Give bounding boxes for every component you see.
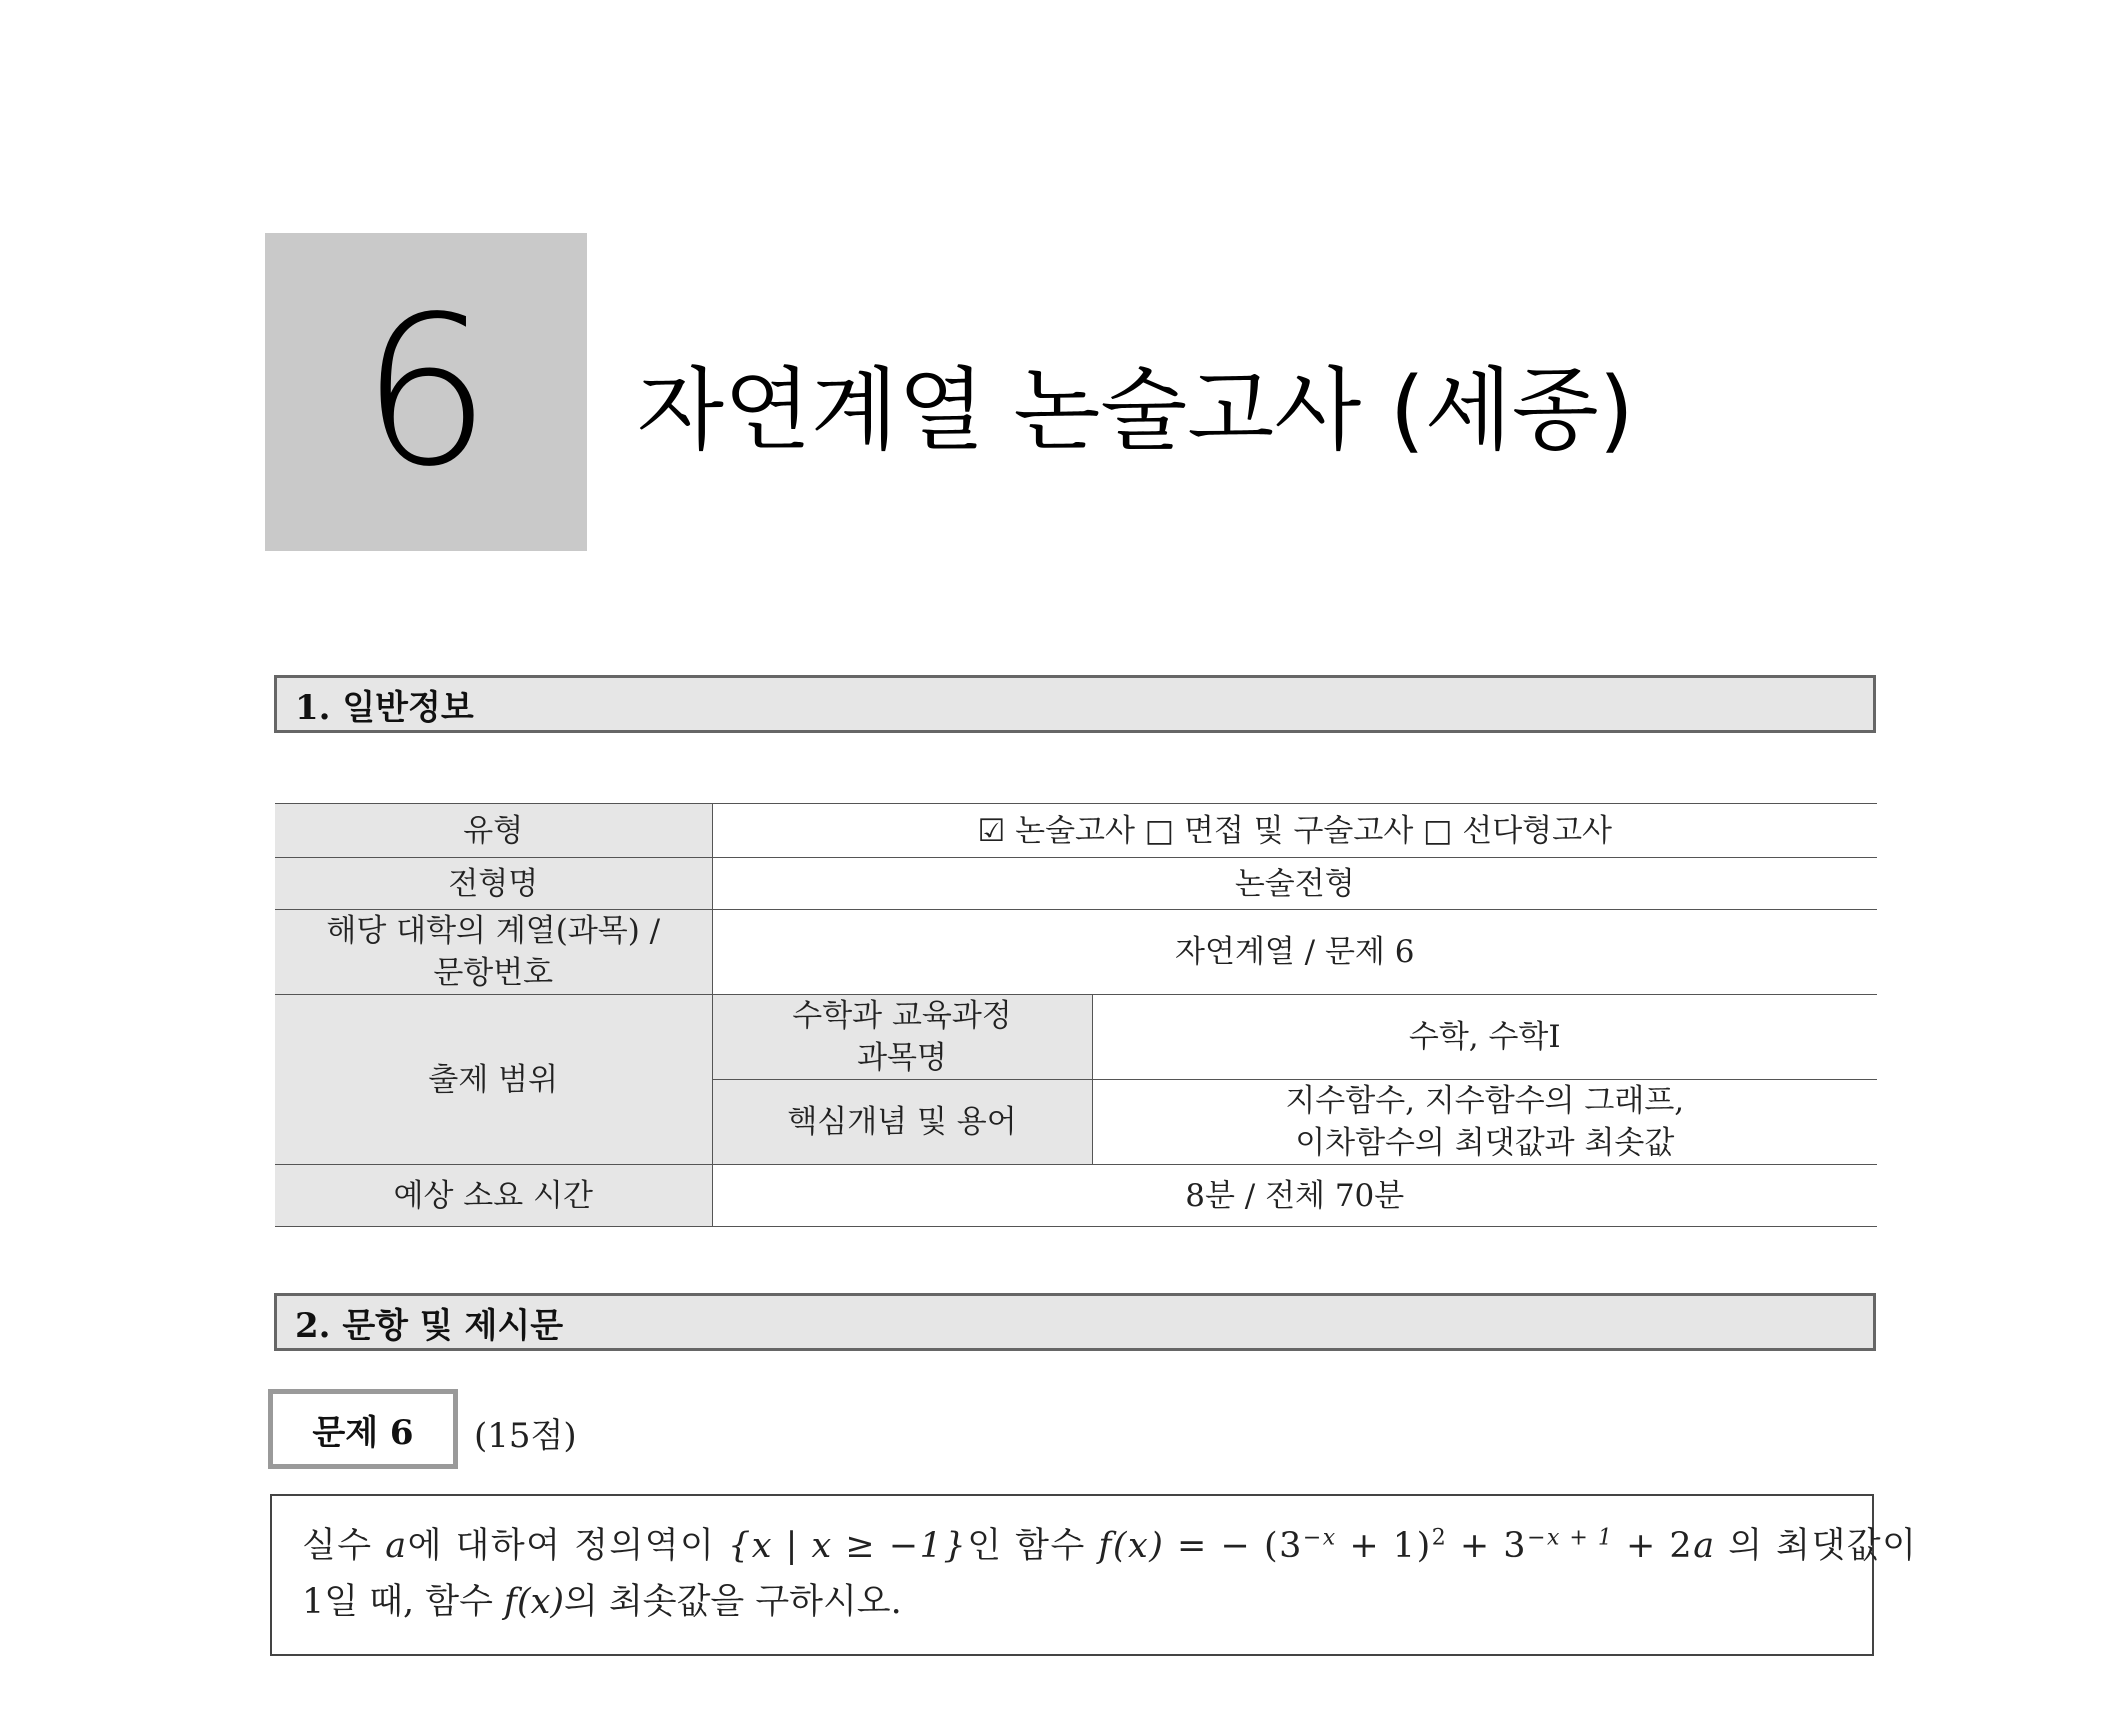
table-row xyxy=(275,804,1877,858)
math-var-a: a xyxy=(1693,1526,1716,1566)
problem-points: (15점) xyxy=(474,1416,577,1456)
dept-label xyxy=(275,910,712,995)
math-exponent: −x + 1 xyxy=(1527,1525,1614,1551)
chapter-title: 자연계열 논술고사 (세종) xyxy=(637,358,1634,463)
math-expr: = − (3 xyxy=(1164,1526,1303,1566)
type-value: ☑ 논술고사 □ 면접 및 구술고사 □ 선다형고사 xyxy=(712,804,1877,858)
type-label: 유형 xyxy=(275,804,712,858)
math-exponent: 2 xyxy=(1431,1525,1448,1551)
table-row xyxy=(275,858,1877,910)
math-function-f: f(x) xyxy=(504,1582,565,1622)
subject-value: 수학, 수학Ⅰ xyxy=(1092,995,1877,1080)
section-title: 1. 일반정보 xyxy=(295,687,474,728)
scope-label: 출제 범위 xyxy=(275,995,712,1165)
subject-label-line2: 과목명 xyxy=(857,1040,947,1076)
problem-text: 1일 때, 함수 xyxy=(302,1582,505,1622)
concept-label: 핵심개념 및 용어 xyxy=(712,1080,1092,1165)
table-row xyxy=(275,910,1877,995)
problem-text: 의 최댓값이 xyxy=(1715,1526,1918,1566)
problem-statement-box xyxy=(270,1494,1918,1656)
problem-text: 실수 xyxy=(302,1526,386,1566)
subject-label-line1: 수학과 교육과정 xyxy=(792,998,1012,1034)
section-title: 2. 문항 및 제시문 xyxy=(295,1305,564,1346)
concept-value xyxy=(1092,1080,1877,1165)
admission-label: 전형명 xyxy=(275,858,712,910)
problem-text: 의 최솟값을 구하시오. xyxy=(564,1582,902,1622)
problem-number-tag xyxy=(268,1389,458,1469)
time-value: 8분 / 전체 70분 xyxy=(712,1165,1877,1227)
time-label: 예상 소요 시간 xyxy=(275,1165,712,1227)
chapter-number: 6 xyxy=(360,272,492,512)
math-domain: {x | x ≥ −1} xyxy=(727,1526,968,1566)
math-function-f: f(x) xyxy=(1098,1526,1165,1566)
table-row xyxy=(275,1165,1877,1227)
math-exponent: −x xyxy=(1302,1525,1337,1551)
dept-label-line1: 해당 대학의 계열(과목) / xyxy=(326,913,661,949)
math-expr: + 2 xyxy=(1613,1526,1694,1566)
math-var-a: a xyxy=(385,1526,408,1566)
math-expr: + 1) xyxy=(1336,1526,1432,1566)
admission-value: 논술전형 xyxy=(712,858,1877,910)
problem-number: 문제 6 xyxy=(312,1412,414,1453)
general-info-table xyxy=(275,803,1877,1227)
dept-value: 자연계열 / 문제 6 xyxy=(712,910,1877,995)
section-header-problem xyxy=(274,1293,1876,1351)
math-expr: + 3 xyxy=(1447,1526,1528,1566)
table-row xyxy=(275,995,1877,1080)
dept-label-line2: 문항번호 xyxy=(433,955,554,991)
concept-value-line1: 지수함수, 지수함수의 그래프, xyxy=(1285,1083,1685,1119)
problem-text: 에 대하여 정의역이 xyxy=(407,1526,728,1566)
problem-line-1 xyxy=(302,1518,1918,1574)
problem-text: 인 함수 xyxy=(967,1526,1099,1566)
chapter-number-box xyxy=(265,233,587,551)
problem-line-2 xyxy=(302,1574,1842,1630)
concept-value-line2: 이차함수의 최댓값과 최솟값 xyxy=(1295,1125,1675,1161)
subject-label xyxy=(712,995,1092,1080)
section-header-general-info xyxy=(274,675,1876,733)
